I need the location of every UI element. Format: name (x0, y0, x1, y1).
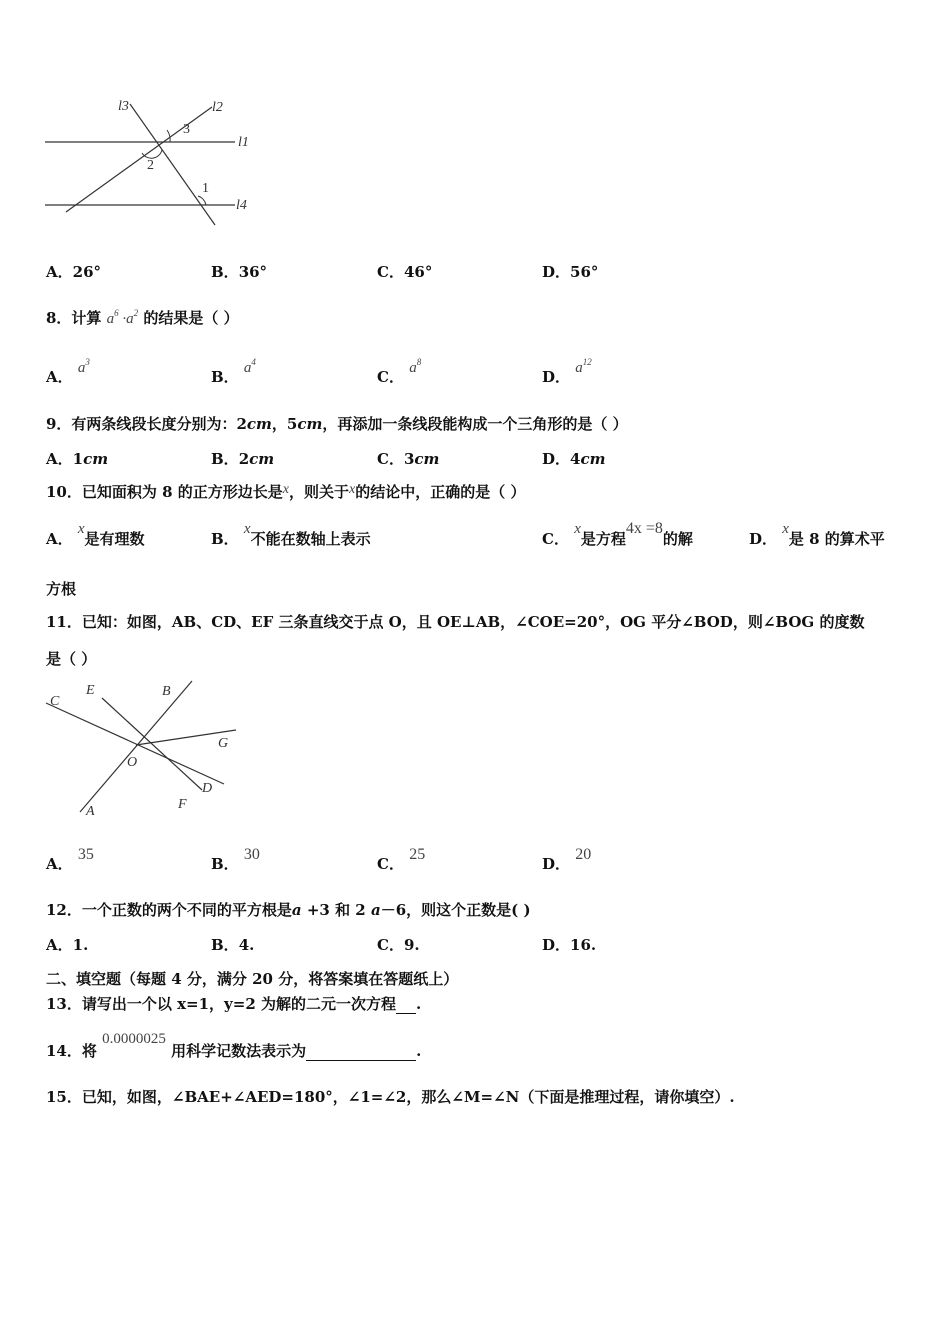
angle-2-arc (142, 150, 162, 158)
q8-option-c: C． $a^8$ (377, 357, 422, 386)
q14-stem: 14．将 0.0000025 用科学记数法表示为 . (46, 1031, 422, 1060)
line-ef (102, 698, 202, 790)
q10-option-a: A． x是有理数 (46, 521, 145, 548)
q9-option-d: D．4cm (542, 450, 606, 468)
q11-option-d: D． 20 (542, 846, 592, 873)
label-c: C (50, 694, 60, 709)
q13-answer-blank[interactable] (396, 995, 416, 1014)
q12-option-c: C．9. (377, 936, 420, 954)
label-l1: l1 (238, 135, 249, 150)
q12-stem: 12．一个正数的两个不同的平方根是a +3 和 2 a－6，则这个正数是( ) (46, 901, 531, 919)
line-ab (80, 681, 192, 812)
q8-option-a: A． $a^3$ (46, 357, 90, 386)
angle-1-arc (198, 196, 206, 205)
q10-option-b: B． x不能在数轴上表示 (211, 521, 371, 548)
q10-option-d-continued: 方根 (46, 580, 77, 598)
q9-stem: 9．有两条线段长度分别为：2cm，5cm，再添加一条线段能构成一个三角形的是（ ） (46, 415, 628, 433)
q14-answer-blank[interactable] (306, 1042, 416, 1061)
label-g: G (218, 736, 229, 751)
line-cd (46, 703, 224, 784)
label-l3: l3 (118, 99, 129, 114)
q15-stem: 15．已知，如图，∠BAE+∠AED=180°，∠1=∠2，那么∠M=∠N（下面是推理过程，请你填空）. (46, 1088, 735, 1106)
q10-stem: 10．已知面积为 8 的正方形边长是x，则关于x的结论中，正确的是（ ） (46, 482, 526, 501)
q8-option-d: D． $a^{12}$ (542, 357, 592, 386)
q7-option-c: C．46° (377, 263, 433, 281)
q11-option-b: B． 30 (211, 846, 260, 873)
label-e: E (86, 683, 95, 698)
label-a: A (86, 804, 95, 819)
q8-option-b: B． $a^4$ (211, 357, 256, 386)
q9-option-b: B．2cm (211, 450, 275, 468)
line-l3 (130, 104, 215, 225)
label-b: B (162, 684, 171, 699)
q7-option-d: D．56° (542, 263, 599, 281)
label-angle-2: 2 (147, 158, 154, 173)
q11-stem-line1: 11．已知：如图，AB、CD、EF 三条直线交于点 O，且 OE⊥AB，∠COE=20°，OG 平分∠BOD，则∠BOG 的度数 (46, 613, 865, 631)
q10-option-d: D． x是 8 的算术平 (749, 521, 885, 548)
label-o: O (127, 755, 138, 770)
q7-option-a: A．26° (46, 263, 102, 281)
q9-option-a: A．1cm (46, 450, 109, 468)
line-l2 (66, 107, 212, 212)
section-fill-in-title: 二、填空题（每题 4 分，满分 20 分，将答案填在答题纸上） (46, 970, 459, 988)
label-l2: l2 (212, 100, 223, 115)
q12-option-d: D．16. (542, 936, 597, 954)
label-f: F (178, 797, 187, 812)
label-angle-1: 1 (202, 181, 209, 196)
q9-option-c: C．3cm (377, 450, 440, 468)
label-d: D (202, 781, 213, 796)
q13-stem: 13．请写出一个以 x=1，y=2 为解的二元一次方程 . (46, 995, 422, 1013)
q11-stem-line2: 是（ ） (46, 650, 97, 668)
q7-option-b: B．36° (211, 263, 268, 281)
q11-option-c: C． 25 (377, 846, 426, 873)
angle-3-arc (167, 130, 170, 142)
parallel-lines-figure (40, 92, 270, 232)
q10-option-c: C． x是方程4x =8的解 (542, 520, 693, 548)
q12-option-a: A．1. (46, 936, 89, 954)
intersecting-lines-figure (40, 675, 250, 825)
q8-stem: 8．计算 $a^6 \cdot a^2$ 的结果是（ ） (46, 308, 239, 327)
label-l4: l4 (236, 198, 247, 213)
q12-option-b: B．4. (211, 936, 255, 954)
label-angle-3: 3 (183, 122, 190, 137)
q11-option-a: A． 35 (46, 846, 94, 873)
